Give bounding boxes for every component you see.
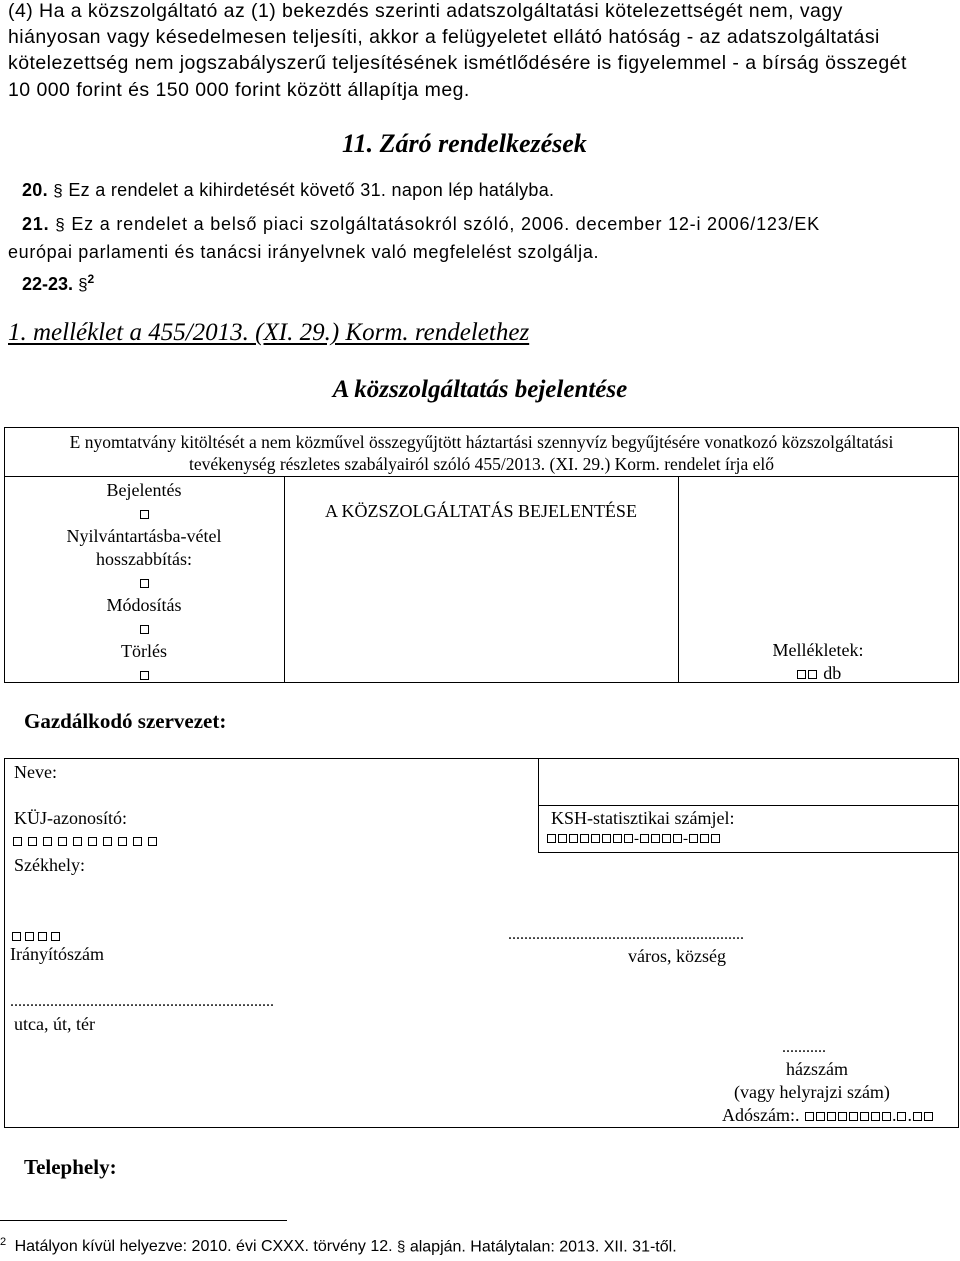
tax-label: Adószám:.: [722, 1105, 800, 1125]
paragraph-4-line-2: hiányosan vagy késedelmesen teljesíti, akkor a felügyeletet ellátó hatóság - az adatszolgáltatási: [8, 26, 880, 48]
section-symbol-icon: §: [53, 181, 64, 200]
tax-separator: .: [891, 1105, 897, 1125]
digit-box-icon[interactable]: [118, 837, 127, 846]
checkbox-icon[interactable]: [140, 510, 149, 519]
tax-number: [722, 1105, 934, 1126]
digit-box-icon[interactable]: [51, 932, 60, 941]
footnote-ref-2[interactable]: 2: [87, 272, 95, 286]
digit-box-icon[interactable]: [38, 932, 47, 941]
seat-label: Székhely:: [14, 855, 85, 875]
digit-box-icon[interactable]: [849, 1112, 858, 1121]
digit-box-icon[interactable]: [700, 834, 709, 843]
site-heading: Telephely:: [24, 1155, 117, 1179]
annex-title-wrap: [0, 376, 960, 404]
section-symbol-icon: §: [55, 215, 66, 234]
option-bejelentes-checkbox[interactable]: [4, 502, 284, 525]
intro-box-divider: [4, 476, 959, 477]
org-table-top: [4, 758, 959, 759]
digit-box-icon[interactable]: [838, 1112, 847, 1121]
digit-box-icon[interactable]: [43, 837, 52, 846]
section-22-number: 22-23.: [22, 274, 74, 294]
option-nyilvantartas-label-1: Nyilvántartásba-vétel: [66, 526, 222, 546]
option-bejelentes-label: Bejelentés: [106, 480, 182, 500]
digit-box-icon[interactable]: [640, 834, 649, 843]
digit-box-icon[interactable]: [613, 834, 622, 843]
intro-line-1: E nyomtatvány kitöltését a nem közművel összegyűjtött háztartási szennyvíz begyűjtésére vonatkozó közszolgáltatási: [69, 432, 894, 452]
kuj-label: KÜJ-azonosító:: [14, 808, 127, 828]
section-21-text: Ez a rendelet a belső piaci szolgáltatásokról szóló, 2006. december 12-i 2006/123/EK: [71, 214, 820, 234]
tax-separator: .: [907, 1105, 912, 1125]
option-nyilvantartas-label-2: hosszabbítás:: [96, 549, 192, 569]
form-center-title: A KÖZSZOLGÁLTATÁS BEJELENTÉSE: [325, 501, 637, 521]
attachments-count[interactable]: [678, 662, 958, 685]
org-table-left: [4, 758, 5, 1128]
ksh-label: KSH-statisztikai számjel:: [551, 808, 735, 828]
org-name-input[interactable]: [540, 760, 956, 804]
digit-box-icon[interactable]: [58, 837, 67, 846]
digit-box-icon[interactable]: [580, 834, 589, 843]
digit-box-icon[interactable]: [591, 834, 600, 843]
house-number-label-2: (vagy helyrajzi szám): [734, 1082, 890, 1102]
zip-label: Irányítószám: [10, 944, 104, 964]
checkbox-icon[interactable]: [140, 671, 149, 680]
footnote-text-1: Hatályon kívül helyezve: 2010. évi CXXX. törvény 12.: [14, 1238, 393, 1256]
request-type-options: [4, 479, 284, 686]
chapter-title: 11. Záró rendelkezések: [342, 129, 587, 158]
section-20-text: Ez a rendelet a kihirdetését követő 31. napon lép hatályba.: [68, 180, 555, 200]
form-center-title-wrap: [284, 501, 678, 522]
annex-heading: 1. melléklet a 455/2013. (XI. 29.) Korm. rendelethez: [8, 319, 530, 346]
digit-box-icon[interactable]: [711, 834, 720, 843]
digit-box-icon[interactable]: [651, 834, 660, 843]
digit-box-icon[interactable]: [25, 932, 34, 941]
org-heading: Gazdálkodó szervezet:: [24, 709, 227, 733]
checkbox-icon[interactable]: [808, 670, 817, 679]
kuj-boxes[interactable]: [10, 833, 160, 851]
checkbox-icon[interactable]: [797, 670, 806, 679]
digit-box-icon[interactable]: [148, 837, 157, 846]
intro-box-top: [4, 427, 959, 428]
annex-title: A közszolgáltatás bejelentése: [332, 376, 628, 403]
digit-box-icon[interactable]: [827, 1112, 836, 1121]
digit-box-icon[interactable]: [624, 834, 633, 843]
section-21-line-2: európai parlamenti és tanácsi irányelvnek való megfelelést szolgálja.: [8, 242, 600, 262]
footnote: [0, 1236, 677, 1256]
org-ksh-divider-left: [538, 805, 539, 853]
option-torles-label: Törlés: [121, 641, 167, 661]
footnote-rule: [0, 1220, 287, 1221]
digit-box-icon[interactable]: [12, 932, 21, 941]
intro-line-2: tevékenység részletes szabályairól szóló 455/2013. (XI. 29.) Korm. rendelet írja elő: [188, 454, 775, 474]
city-label: város, község: [628, 946, 726, 966]
option-modositas-checkbox[interactable]: [4, 617, 284, 640]
org-name-field-bottom: [538, 805, 958, 806]
attachments-label: Mellékletek:: [772, 640, 864, 660]
section-symbol-icon: §: [78, 275, 88, 294]
paragraph-4-line-1: (4) Ha a közszolgáltató az (1) bekezdés szerinti adatszolgáltatási kötelezettségét nem, vagy: [8, 0, 843, 22]
digit-box-icon[interactable]: [882, 1112, 891, 1121]
digit-box-icon[interactable]: [860, 1112, 869, 1121]
street-input[interactable]: ..................................................................: [10, 993, 274, 1010]
section-22-23: [22, 272, 94, 295]
section-21-line-1: [22, 214, 820, 235]
digit-box-icon[interactable]: [103, 837, 112, 846]
digit-box-icon[interactable]: [913, 1112, 922, 1121]
digit-box-icon[interactable]: [689, 834, 698, 843]
digit-box-icon[interactable]: [558, 834, 567, 843]
house-number-input[interactable]: ...........: [782, 1039, 826, 1056]
footnote-text-2: alapján. Hatálytalan: 2013. XII. 31-től.: [409, 1238, 677, 1256]
org-ksh-bottom: [538, 852, 958, 853]
option-nyilvantartas-checkbox[interactable]: [4, 571, 284, 594]
tax-boxes[interactable]: [804, 1105, 892, 1126]
digit-box-icon[interactable]: [547, 834, 556, 843]
digit-box-icon[interactable]: [13, 837, 22, 846]
digit-box-icon[interactable]: [28, 837, 37, 846]
digit-box-icon[interactable]: [871, 1112, 880, 1121]
section-20: [22, 180, 554, 201]
option-modositas-label: Módosítás: [106, 595, 182, 615]
city-input[interactable]: ...........................................................: [508, 926, 744, 943]
digit-box-icon[interactable]: [897, 1112, 906, 1121]
org-table-right: [958, 758, 959, 1128]
section-symbol-icon: §: [397, 1238, 406, 1256]
checkbox-icon[interactable]: [140, 579, 149, 588]
option-torles-checkbox[interactable]: [4, 663, 284, 686]
attachments: [678, 639, 958, 685]
digit-box-icon[interactable]: [88, 837, 97, 846]
digit-box-icon[interactable]: [569, 834, 578, 843]
org-name-label: Neve:: [14, 762, 57, 782]
checkbox-icon[interactable]: [140, 625, 149, 634]
section-20-number: 20.: [22, 180, 48, 200]
digit-box-icon[interactable]: [602, 834, 611, 843]
attachments-unit: db: [823, 663, 842, 683]
digit-box-icon[interactable]: [816, 1112, 825, 1121]
house-number-label: házszám: [786, 1059, 848, 1079]
digit-box-icon[interactable]: [924, 1112, 933, 1121]
digit-box-icon[interactable]: [805, 1112, 814, 1121]
section-21-number: 21.: [22, 214, 50, 234]
digit-box-icon[interactable]: [673, 834, 682, 843]
digit-box-icon[interactable]: [133, 837, 142, 846]
intro-text: [4, 432, 959, 475]
org-table-bottom: [4, 1127, 959, 1128]
footnote-mark: 2: [0, 1236, 7, 1248]
digit-box-icon[interactable]: [73, 837, 82, 846]
digit-box-icon[interactable]: [662, 834, 671, 843]
ksh-boxes[interactable]: - -: [546, 831, 721, 848]
org-name-divider: [538, 758, 539, 806]
paragraph-4-line-3: kötelezettség nem jogszabályszerű teljesítésének ismétlődésére is figyelemmel - a bírság összegét: [8, 52, 907, 74]
paragraph-4-line-4: 10 000 forint és 150 000 forint között állapítja meg.: [8, 79, 470, 101]
street-label: utca, út, tér: [14, 1014, 95, 1034]
